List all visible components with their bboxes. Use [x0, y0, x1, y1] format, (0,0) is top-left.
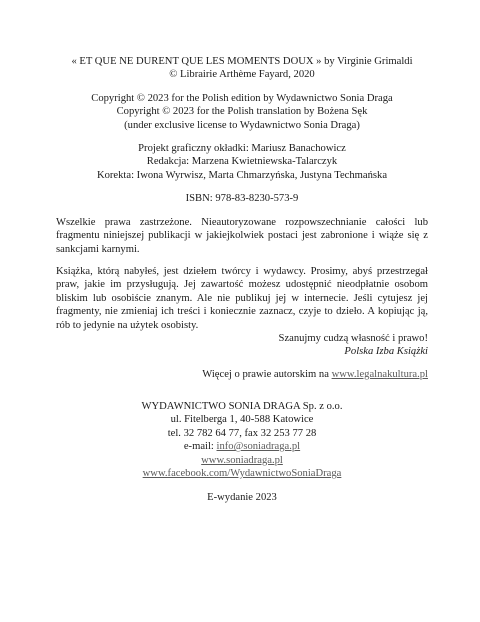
- website-link[interactable]: www.soniadraga.pl: [201, 454, 283, 466]
- legalnakultura-link[interactable]: www.legalnakultura.pl: [331, 369, 428, 380]
- editing-credit: Redakcja: Marzena Kwietniewska-Talarczyk: [146, 156, 338, 168]
- publisher-name: WYDAWNICTWO SONIA DRAGA Sp. z o.o.: [141, 401, 343, 412]
- facebook-link[interactable]: www.facebook.com/WydawnictwoSoniaDraga: [142, 468, 342, 480]
- isbn: ISBN: 978-83-8230-573-9: [185, 193, 299, 204]
- license-note: (under exclusive license to Wydawnictwo Sonia Draga): [124, 119, 360, 131]
- copyright-polish-edition: Copyright © 2023 for the Polish edition by Wydawnictwo Sonia Draga: [91, 93, 393, 104]
- signoff-line: Szanujmy cudzą własność i prawo!: [278, 333, 428, 344]
- original-copyright: © Librairie Arthème Fayard, 2020: [169, 69, 315, 81]
- email-label: e-mail:: [183, 441, 217, 453]
- more-info-text: Więcej o prawie autorskim na: [202, 369, 332, 380]
- email-link[interactable]: info@soniadraga.pl: [216, 441, 301, 453]
- proofreading-credit: Korekta: Iwona Wyrwisz, Marta Chmarzyńska, Justyna Techmańska: [96, 169, 388, 181]
- signoff-signature: Polska Izba Książki: [344, 346, 428, 358]
- copyright-polish-translation: Copyright © 2023 for the Polish translation by Bożena Sęk: [116, 106, 368, 118]
- original-credits: [56, 55, 428, 82]
- edition-note: E-wydanie 2023: [207, 492, 277, 503]
- publisher-address: ul. Fitelberga 1, 40-588 Katowice: [170, 414, 314, 426]
- signoff: [56, 332, 428, 359]
- original-title-line: « ET QUE NE DURENT QUE LES MOMENTS DOUX » by Virginie Grimaldi: [71, 56, 413, 67]
- rights-paragraph: Wszelkie prawa zastrzeżone. Nieautoryzowane rozpowszechnianie całości lub fragmentu niniejszej publikacji w jakiejkolwiek postaci jest zabronione i wiąże się z sankcjami karnymi.: [56, 217, 428, 255]
- publisher-phone: tel. 32 782 64 77, fax 32 253 77 28: [167, 427, 317, 439]
- ebook-paragraph: Książka, którą nabyłeś, jest dziełem twórcy i wydawcy. Prosimy, abyś przestrzegał praw, jakie im przysługują. Jej zawartość możesz udostępnić nieodpłatnie osobom bliskim lub osobiście znanym. Ale nie publikuj jej w internecie. Jeśli cytujesz jej fragmenty, nie zmieniaj ich treści i koniecznie zaznacz, czyje to dzieło. A kopiując ją, rób to jedynie na użytek osobisty.: [56, 266, 428, 331]
- more-info: [56, 368, 428, 381]
- cover-design-credit: Projekt graficzny okładki: Mariusz Banachowicz: [138, 143, 346, 154]
- publisher-info: [56, 400, 428, 480]
- polish-credits: [56, 92, 428, 132]
- publisher-email-line: [56, 440, 428, 453]
- staff-credits: [56, 142, 428, 182]
